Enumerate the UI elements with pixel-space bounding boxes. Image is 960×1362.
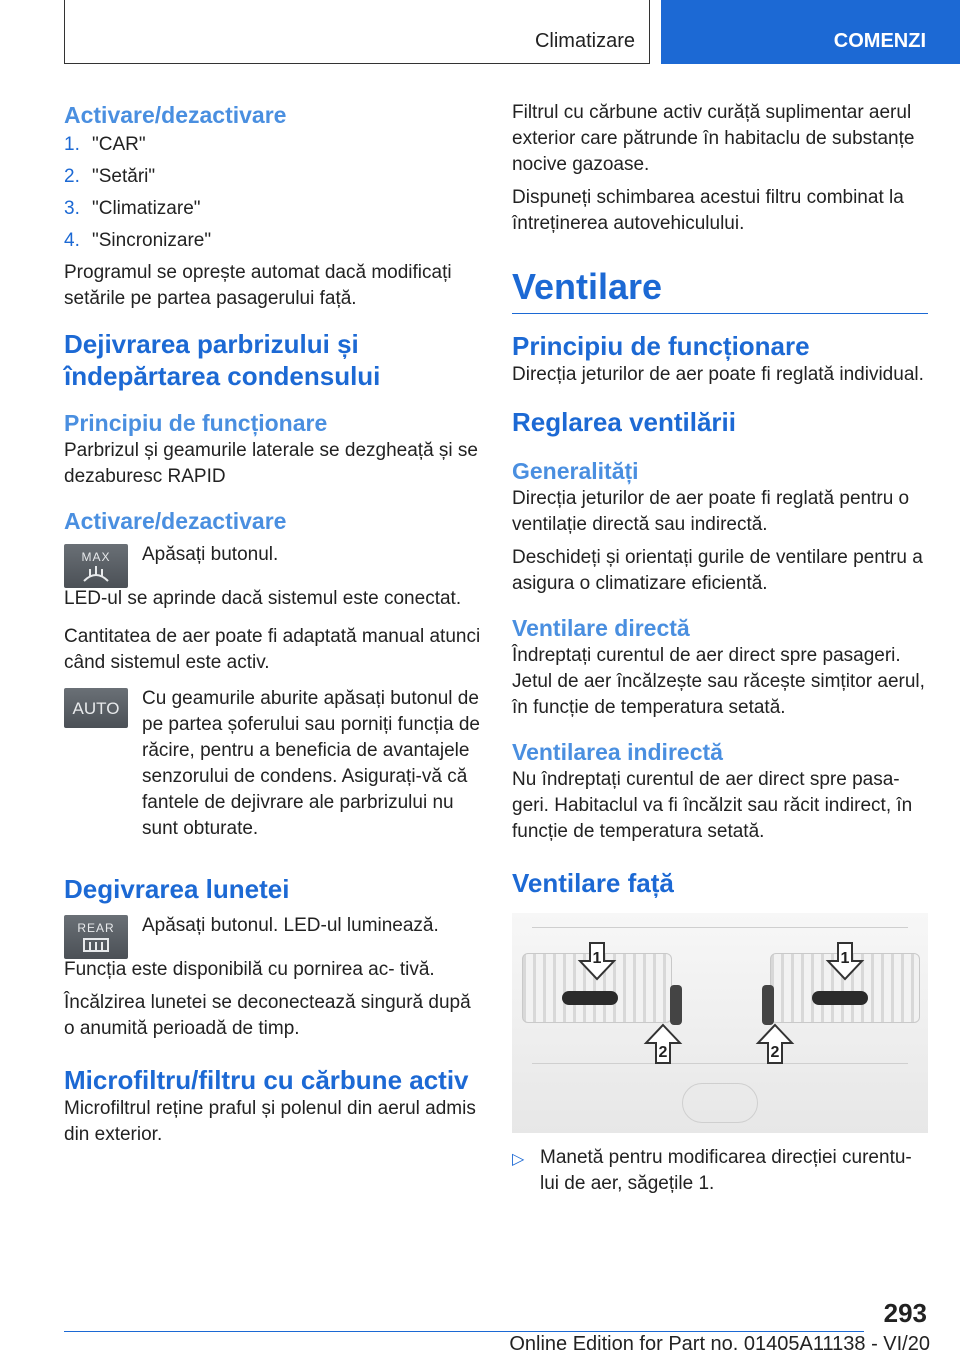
right-column (512, 100, 928, 1197)
paragraph: Funcția este disponibilă cu pornirea ac- tivă. (64, 959, 435, 980)
paragraph: Nu îndreptați curentul de aer direct spre pasa- geri. Habitaclul va fi încălzit sau răcit indirect, în funcție de temperatura setată. (512, 769, 913, 842)
paragraph: Cantitatea de aer poate fi adaptată manual atunci când sistemul este activ. (64, 626, 481, 673)
auto-button-row (64, 686, 482, 849)
bullet-text: Manetă pentru modificarea direcției curentu- lui de aer, săgețile 1. (540, 1147, 912, 1194)
subsection-heading: Activare/dezactivare (64, 508, 287, 534)
list-item (512, 1145, 928, 1197)
step-number: 3. (64, 198, 80, 219)
rear-button-row (64, 913, 482, 959)
page-number: 293 (883, 1298, 927, 1328)
header-title: Climatizare (534, 30, 635, 52)
list-item (64, 164, 482, 190)
vent-wheel-right (762, 985, 774, 1025)
paragraph: Cu geamurile aburite apăsați butonul de pe partea șoferului sau porniți funcția de răcire, pentru a beneficia de avantajele senzorului de condens. Asigurați-vă că fantele de dejivrare ale parbrizului nu sunt obturate. (142, 688, 480, 839)
auto-button-icon: AUTO (64, 688, 128, 728)
step-number: 2. (64, 166, 80, 187)
paragraph: Filtrul cu cărbune activ curăță suplimentar aerul exterior care pătrunde în habitaclu de substanțe nocive gazoase. (512, 102, 915, 175)
arrow-1-right-icon (824, 941, 866, 983)
front-vents-illustration (512, 913, 928, 1133)
paragraph: Dispuneți schimbarea acestui filtru combinat la întreținerea autovehiculului. (512, 187, 904, 234)
step-text: "Sincronizare" (92, 230, 212, 251)
svg-text:1: 1 (840, 950, 850, 967)
rear-defrost-icon (81, 936, 111, 954)
step-number: 1. (64, 134, 80, 155)
max-button-row (64, 542, 482, 588)
vent-wheel-left (670, 985, 682, 1025)
section-heading: Reglarea ventilării (512, 407, 736, 437)
vent-lever-left (562, 991, 618, 1005)
paragraph: Deschideți și orientați gurile de ventilare pentru a asigura o climatizare eficientă. (512, 547, 923, 594)
section-heading: Microfiltru/filtru cu cărbune activ (64, 1065, 469, 1095)
header-tab[interactable] (661, 0, 960, 64)
section-heading: Degivrarea lunetei (64, 874, 290, 904)
chapter-heading: Ventilare (512, 265, 928, 314)
section-heading: Activare/dezactivare (64, 102, 287, 128)
paragraph: Programul se oprește automat dacă modificați setările pe partea pasagerului față. (64, 262, 452, 309)
section-heading: Ventilare față (512, 868, 674, 898)
rear-defrost-button-icon: REAR (64, 915, 128, 959)
list-item (64, 228, 482, 254)
paragraph: Direcția jeturilor de aer poate fi reglată pentru o ventilație directă sau indirectă. (512, 488, 910, 535)
paragraph: Direcția jeturilor de aer poate fi reglată individual. (512, 364, 924, 385)
subsection-heading: Generalități (512, 458, 639, 484)
paragraph: Microfiltrul reține praful și polenul din aerul admis din exterior. (64, 1098, 476, 1145)
subsection-heading: Ventilare directă (512, 615, 690, 641)
header-title-box (64, 0, 650, 64)
arrow-1-left-icon (576, 941, 618, 983)
bullet-list (512, 1145, 928, 1197)
step-number: 4. (64, 230, 80, 251)
max-defrost-button-icon: MAX (64, 544, 128, 588)
list-item (64, 132, 482, 158)
step-text: "CAR" (92, 134, 146, 155)
page-header (0, 0, 960, 66)
section-heading: Principiu de funcționare (512, 331, 810, 361)
vent-lever-right (812, 991, 868, 1005)
defrost-icon (81, 565, 111, 583)
arrow-2-left-icon (642, 1023, 684, 1065)
paragraph: LED-ul se aprinde dacă sistemul este conectat. (64, 588, 462, 609)
control-knob (682, 1083, 758, 1123)
paragraph: Apăsați butonul. LED-ul luminează. (142, 915, 439, 936)
steps-list (64, 132, 482, 254)
footer-divider (64, 1331, 864, 1332)
paragraph: Încălzirea lunetei se deconectează singură după o anumită perioadă de timp. (64, 992, 471, 1039)
left-column (64, 100, 482, 1155)
svg-text:2: 2 (770, 1044, 780, 1061)
subsection-heading: Principiu de funcționare (64, 410, 328, 436)
subsection-heading: Ventilarea indirectă (512, 739, 723, 765)
svg-text:2: 2 (658, 1044, 668, 1061)
edition-text: Online Edition for Part no. 01405A11138 - VI/20 (509, 1333, 930, 1355)
paragraph: Apăsați butonul. (142, 544, 279, 565)
list-item (64, 196, 482, 222)
step-text: "Climatizare" (92, 198, 201, 219)
section-heading: Dejivrarea parbrizului și îndepărtarea condensului (64, 329, 381, 391)
bullet-marker-icon: ▷ (512, 1151, 525, 1168)
paragraph: Îndreptați curentul de aer direct spre pasageri. Jetul de aer încălzește sau răcește simțitor aerul, în funcție de temperatura setată. (512, 645, 925, 718)
step-text: "Setări" (92, 166, 156, 187)
svg-text:1: 1 (592, 950, 602, 967)
arrow-2-right-icon (754, 1023, 796, 1065)
header-tab-label: COMENZI (833, 30, 926, 52)
paragraph: Parbrizul și geamurile laterale se dezgheață și se dezaburesc RAPID (64, 440, 478, 487)
